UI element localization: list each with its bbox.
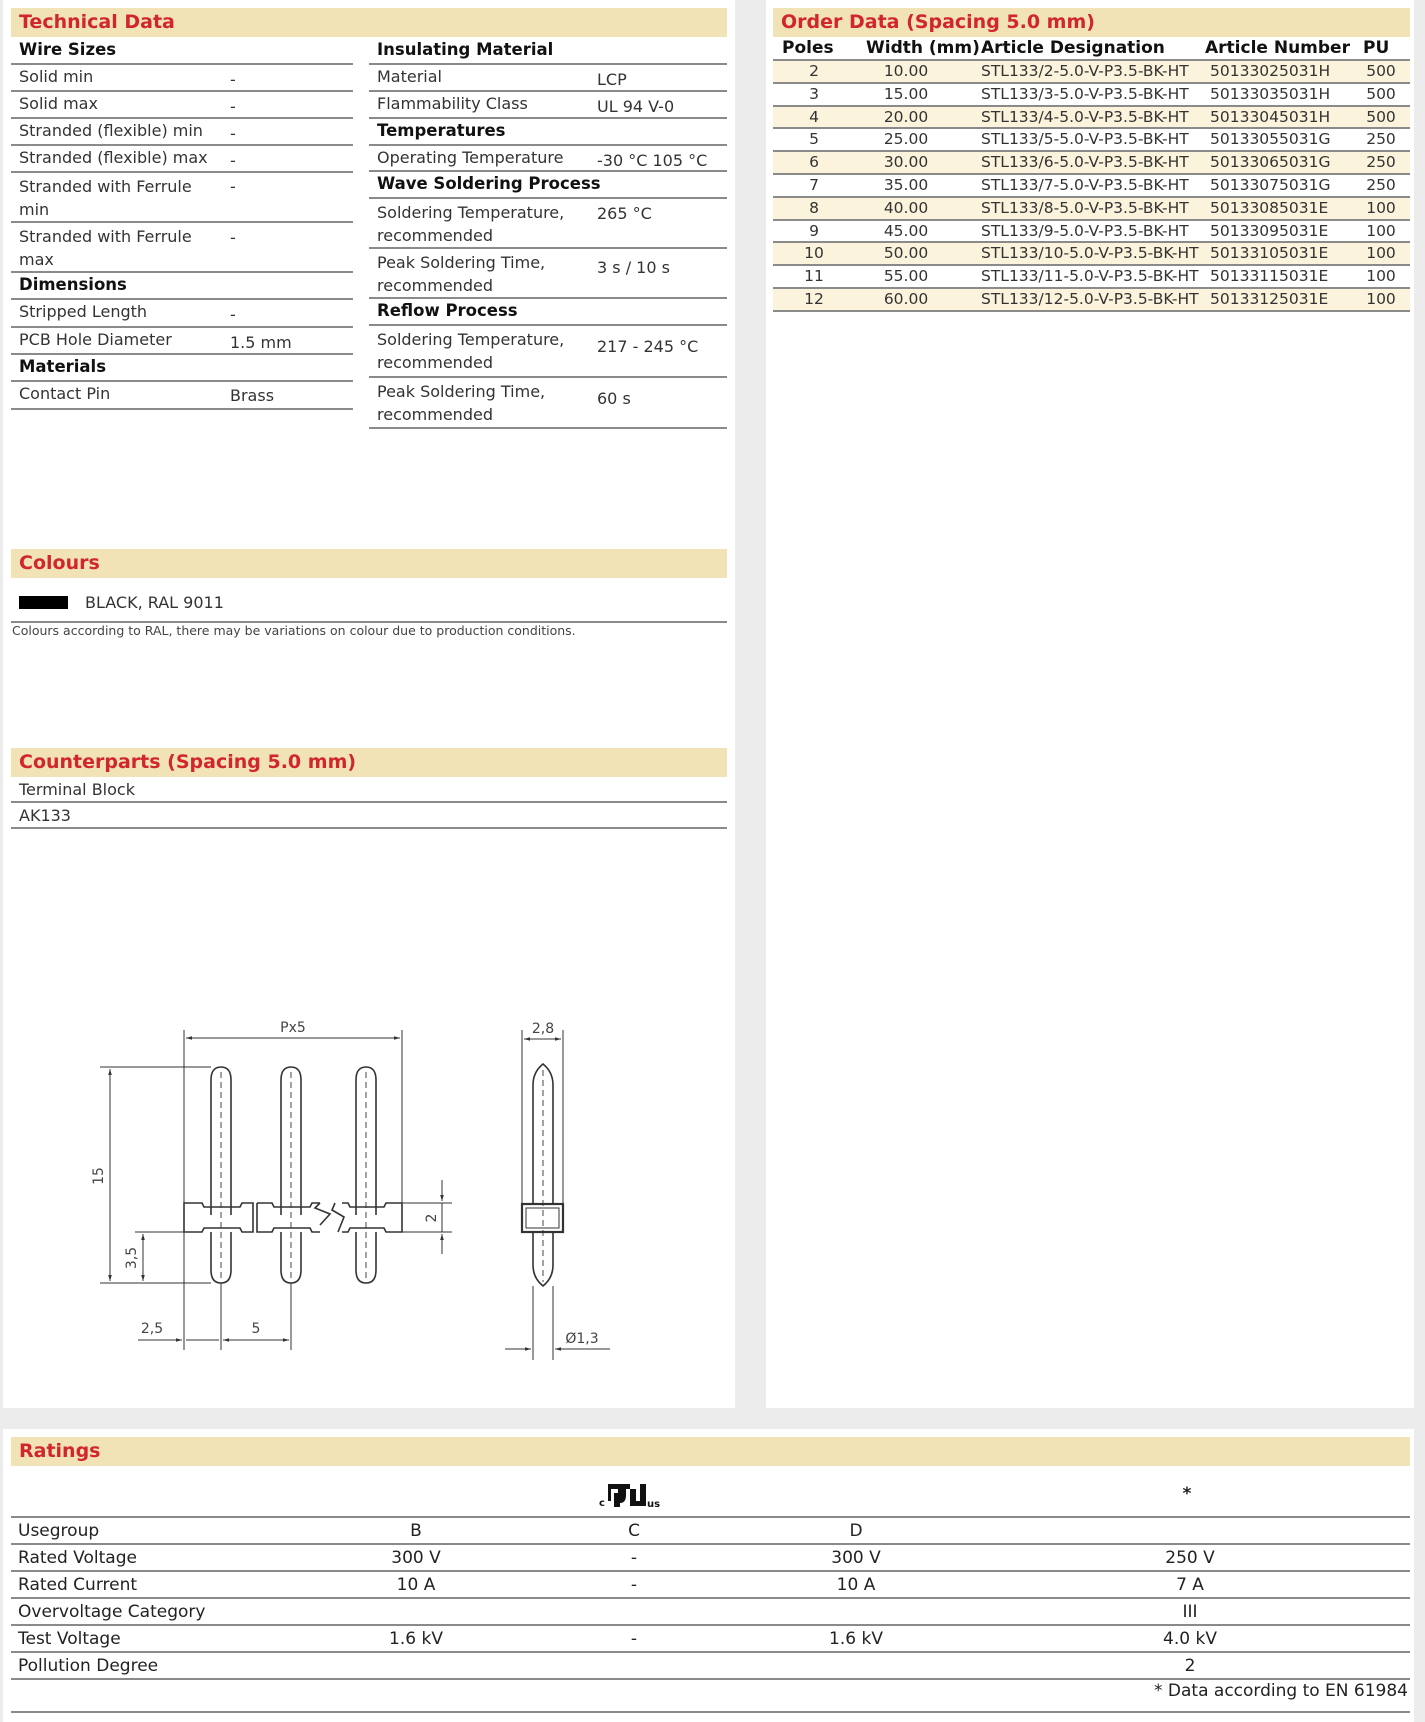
spec-label: Material	[377, 67, 442, 86]
designation-cell: STL133/10-5.0-V-P3.5-BK-HT	[981, 244, 1199, 263]
poles-cell: 5	[809, 130, 819, 149]
spec-value: UL 94 V-0	[597, 97, 675, 116]
ul-logo	[596, 1481, 666, 1509]
column-header: Article Designation	[981, 38, 1165, 58]
offset-label: 2,5	[140, 1321, 164, 1337]
row-divider	[11, 380, 353, 382]
housing-label: 2	[424, 1213, 440, 1223]
designation-cell: STL133/5-5.0-V-P3.5-BK-HT	[981, 130, 1189, 149]
row-divider	[11, 1651, 1410, 1653]
poles-cell: 7	[809, 176, 819, 194]
rating-value: C	[628, 1521, 640, 1541]
pu-cell: 250	[1366, 130, 1396, 149]
ratings-top-rule	[11, 1516, 1410, 1518]
pu-cell: 100	[1366, 290, 1396, 308]
spec-value: -	[230, 305, 236, 324]
designation-cell: STL133/6-5.0-V-P3.5-BK-HT	[981, 153, 1189, 172]
article-number-cell: 50133025031H	[1210, 62, 1331, 80]
article-number-cell: 50133045031H	[1210, 107, 1331, 126]
pu-cell: 100	[1366, 198, 1396, 217]
spec-value: 60 s	[597, 389, 631, 408]
section-heading: Temperatures	[377, 121, 506, 140]
rating-label: Test Voltage	[18, 1629, 121, 1649]
designation-cell: STL133/4-5.0-V-P3.5-BK-HT	[981, 107, 1189, 126]
poles-cell: 12	[804, 290, 824, 308]
diameter-label: Ø1,3	[565, 1331, 599, 1347]
article-number-cell: 50133095031E	[1210, 221, 1329, 240]
poles-cell: 10	[804, 244, 824, 263]
rating-value: 1.6 kV	[829, 1629, 883, 1649]
pu-cell: 250	[1366, 176, 1396, 194]
spec-label: Soldering Temperature, recommended	[377, 330, 565, 372]
rating-value: 250 V	[1165, 1548, 1215, 1568]
row-divider	[11, 171, 353, 173]
counterpart-item: AK133	[19, 806, 71, 825]
spec-label: Flammability Class	[377, 94, 528, 113]
row-divider	[369, 63, 727, 65]
row-divider	[369, 376, 727, 378]
pu-cell: 500	[1366, 107, 1396, 126]
side-view	[522, 1064, 563, 1286]
article-number-cell: 50133035031H	[1210, 84, 1331, 103]
section-heading: Dimensions	[19, 275, 127, 294]
row-divider	[11, 298, 353, 300]
column-header: Article Number	[1205, 38, 1350, 58]
article-number-cell: 50133085031E	[1210, 198, 1329, 217]
side-dimensions	[505, 1030, 610, 1360]
width-cell: 55.00	[883, 267, 929, 286]
spec-value: 217 - 245 °C	[597, 337, 699, 356]
row-divider	[773, 310, 1410, 312]
row-divider	[11, 144, 353, 146]
dimension-labels	[91, 1020, 599, 1347]
pu-cell: 500	[1366, 84, 1396, 103]
row-divider	[369, 297, 727, 299]
rating-label: Rated Current	[18, 1575, 138, 1595]
designation-cell: STL133/11-5.0-V-P3.5-BK-HT	[981, 267, 1199, 286]
counterpart-divider	[11, 801, 727, 803]
rating-value: 10 A	[396, 1575, 436, 1595]
spec-label: Contact Pin	[19, 384, 111, 403]
lower-label: 3,5	[124, 1246, 140, 1270]
column-header: Width (mm)	[866, 38, 980, 58]
rating-value: 4.0 kV	[1163, 1629, 1217, 1649]
row-divider	[369, 144, 727, 146]
depth-label: 2,8	[531, 1021, 555, 1037]
spec-label: Peak Soldering Time, recommended	[377, 382, 546, 424]
technical-drawing	[20, 880, 680, 1380]
rating-value: 300 V	[831, 1548, 881, 1568]
counterparts-header: Counterparts (Spacing 5.0 mm)	[11, 748, 727, 777]
section-heading: Wave Soldering Process	[377, 174, 601, 193]
rating-value: 10 A	[836, 1575, 876, 1595]
article-number-cell: 50133115031E	[1210, 267, 1329, 286]
row-divider	[11, 408, 353, 410]
ratings-footnote: * Data according to EN 61984	[1154, 1681, 1408, 1701]
rating-label: Rated Voltage	[18, 1548, 137, 1568]
width-cell: 40.00	[883, 198, 929, 217]
poles-cell: 11	[804, 267, 824, 286]
spec-value: -30 °C 105 °C	[597, 151, 708, 170]
poles-cell: 8	[809, 198, 819, 217]
width-cell: 35.00	[883, 176, 929, 194]
spec-label: Stranded with Ferrule max	[19, 227, 192, 269]
spec-value: -	[230, 151, 236, 170]
spec-label: Stripped Length	[19, 302, 148, 321]
spec-value: 265 °C	[597, 204, 652, 223]
rating-value: -	[630, 1548, 638, 1568]
poles-cell: 9	[809, 221, 819, 240]
rating-label: Overvoltage Category	[18, 1602, 206, 1622]
rating-value: 2	[1184, 1656, 1196, 1676]
spec-label: Operating Temperature	[377, 148, 564, 167]
ul-certification-icon	[596, 1481, 666, 1509]
row-divider	[11, 353, 353, 355]
row-divider	[369, 90, 727, 92]
designation-cell: STL133/3-5.0-V-P3.5-BK-HT	[981, 84, 1189, 103]
rating-value: D	[849, 1521, 863, 1541]
spec-value: 3 s / 10 s	[597, 258, 670, 277]
front-view	[184, 1067, 402, 1283]
svg-text:us: us	[647, 1499, 661, 1509]
dimensions	[100, 1030, 452, 1350]
row-divider	[369, 247, 727, 249]
break-mark	[315, 1203, 344, 1232]
rating-value: -	[630, 1575, 638, 1595]
row-divider	[369, 197, 727, 199]
column-header: Poles	[782, 38, 834, 58]
row-divider	[11, 1597, 1410, 1599]
article-number-cell: 50133055031G	[1210, 130, 1331, 149]
standard-star: *	[1182, 1484, 1192, 1504]
section-heading: Insulating Material	[377, 40, 554, 59]
article-number-cell: 50133125031E	[1210, 290, 1329, 308]
counterpart-item: Terminal Block	[19, 780, 135, 799]
article-number-cell: 50133065031G	[1210, 153, 1331, 172]
svg-text:c: c	[599, 1498, 605, 1509]
ratings-bottom-rule	[11, 1711, 1410, 1713]
row-divider	[369, 170, 727, 172]
column-header: PU	[1363, 38, 1390, 58]
housing	[184, 1203, 253, 1232]
rating-value: 1.6 kV	[389, 1629, 443, 1649]
row-divider	[11, 117, 353, 119]
designation-cell: STL133/12-5.0-V-P3.5-BK-HT	[981, 290, 1199, 308]
spec-value: -	[230, 70, 236, 89]
spec-value: -	[230, 177, 236, 196]
spec-value: LCP	[597, 70, 627, 89]
designation-cell: STL133/9-5.0-V-P3.5-BK-HT	[981, 221, 1189, 240]
section-heading: Wire Sizes	[19, 40, 117, 59]
center-lines	[221, 1072, 366, 1280]
rating-value: -	[630, 1629, 638, 1649]
width-cell: 30.00	[883, 153, 929, 172]
row-divider	[11, 1570, 1410, 1572]
row-divider	[11, 1624, 1410, 1626]
section-heading: Reflow Process	[377, 301, 518, 320]
row-divider	[11, 271, 353, 273]
colours-note: Colours according to RAL, there may be variations on colour due to production conditions.	[12, 623, 576, 638]
spec-value: -	[230, 228, 236, 247]
colours-header: Colours	[11, 549, 727, 578]
spec-label: Solid min	[19, 67, 94, 86]
width-cell: 20.00	[883, 107, 929, 126]
spec-label: Peak Soldering Time, recommended	[377, 253, 546, 295]
housing	[342, 1203, 402, 1232]
rating-value: 300 V	[391, 1548, 441, 1568]
poles-cell: 4	[809, 107, 819, 126]
counterpart-divider	[11, 827, 727, 829]
spec-label: Solid max	[19, 94, 98, 113]
housing	[257, 1203, 320, 1232]
poles-cell: 2	[809, 62, 819, 80]
poles-cell: 3	[809, 84, 819, 103]
designation-cell: STL133/2-5.0-V-P3.5-BK-HT	[981, 62, 1189, 80]
row-divider	[11, 63, 353, 65]
spec-label: Stranded (flexible) max	[19, 148, 208, 167]
colour-swatch	[19, 596, 68, 609]
spec-label: PCB Hole Diameter	[19, 330, 172, 349]
pitch-label: Px5	[280, 1020, 306, 1036]
row-divider	[369, 324, 727, 326]
rating-value: 7 A	[1176, 1575, 1204, 1595]
rating-value: III	[1182, 1602, 1198, 1622]
pu-cell: 250	[1366, 153, 1396, 172]
width-cell: 10.00	[883, 62, 929, 80]
row-divider	[11, 221, 353, 223]
row-divider	[11, 1543, 1410, 1545]
spec-label: Soldering Temperature, recommended	[377, 203, 565, 245]
row-divider	[11, 326, 353, 328]
width-cell: 60.00	[883, 290, 929, 308]
spec-label: Stranded with Ferrule min	[19, 177, 192, 219]
order-data-header: Order Data (Spacing 5.0 mm)	[773, 8, 1410, 37]
rating-label: Usegroup	[18, 1521, 100, 1541]
spacing-label: 5	[251, 1321, 261, 1337]
width-cell: 15.00	[883, 84, 929, 103]
spec-value: -	[230, 97, 236, 116]
row-divider	[11, 90, 353, 92]
pu-cell: 100	[1366, 244, 1396, 263]
row-divider	[11, 1678, 1410, 1680]
pu-cell: 100	[1366, 267, 1396, 286]
section-heading: Materials	[19, 357, 107, 376]
spec-value: 1.5 mm	[230, 333, 292, 352]
row-divider	[369, 117, 727, 119]
spec-label: Stranded (flexible) min	[19, 121, 203, 140]
colour-name: BLACK, RAL 9011	[85, 593, 224, 612]
width-cell: 45.00	[883, 221, 929, 240]
article-number-cell: 50133075031G	[1210, 176, 1331, 194]
height-label: 15	[91, 1167, 107, 1185]
width-cell: 50.00	[883, 244, 929, 263]
designation-cell: STL133/7-5.0-V-P3.5-BK-HT	[981, 176, 1189, 194]
spec-value: Brass	[230, 386, 275, 405]
rating-label: Pollution Degree	[18, 1656, 159, 1676]
ratings-header: Ratings	[11, 1437, 1410, 1466]
row-divider	[369, 427, 727, 429]
pu-cell: 500	[1366, 62, 1396, 80]
width-cell: 25.00	[883, 130, 929, 149]
spec-value: -	[230, 124, 236, 143]
article-number-cell: 50133105031E	[1210, 244, 1329, 263]
pu-cell: 100	[1366, 221, 1396, 240]
designation-cell: STL133/8-5.0-V-P3.5-BK-HT	[981, 198, 1189, 217]
rating-value: B	[410, 1521, 422, 1541]
poles-cell: 6	[809, 153, 819, 172]
technical-data-header: Technical Data	[11, 8, 727, 37]
